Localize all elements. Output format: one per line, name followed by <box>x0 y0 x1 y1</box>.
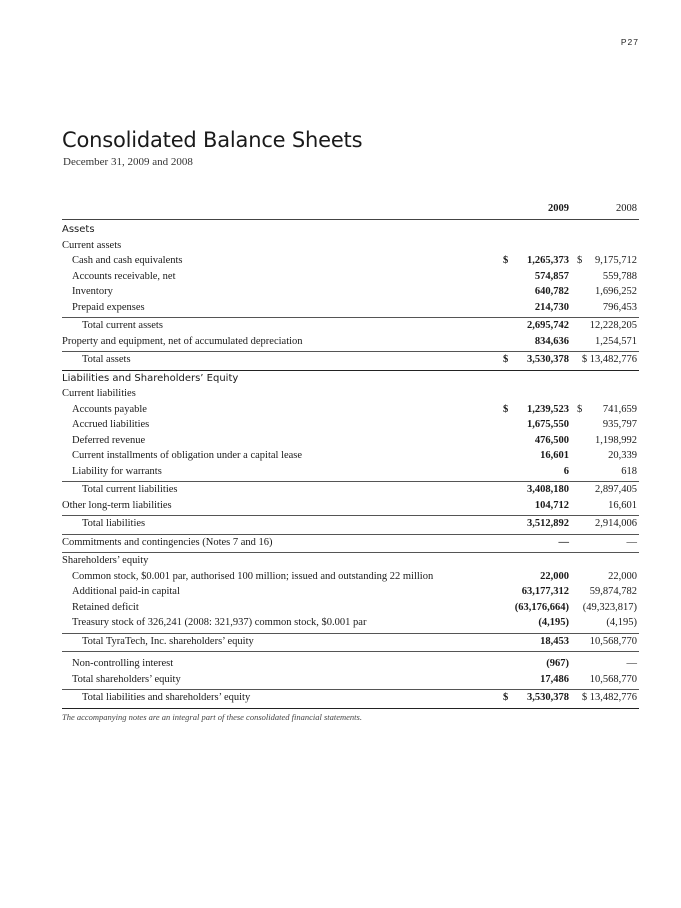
total-row: Total assets $ 3,530,378 $ 13,482,776 <box>82 354 637 365</box>
table-row: Accounts receivable, net 574,857 559,788 <box>72 270 637 282</box>
subtotal-row: Total TyraTech, Inc. shareholders’ equity 18,453 10,568,770 <box>82 635 637 647</box>
page-number: P27 <box>620 37 639 47</box>
column-header-row <box>62 203 639 220</box>
subtotal-row: Total liabilities 3,512,892 2,914,006 <box>82 518 637 529</box>
subtotal-row: Total current assets 2,695,742 12,228,205 <box>82 320 637 331</box>
table-row: Treasury stock of 326,241 (2008: 321,937) common stock, $0.001 par (4,195) (4,195) <box>72 617 637 628</box>
table-row: Cash and cash equivalents $ 1,265,373 $ 9,175,712 <box>72 255 637 266</box>
table-row: Prepaid expenses 214,730 796,453 <box>72 301 637 313</box>
column-header-2008: 2008 <box>616 203 637 214</box>
subheading-current-liabilities: Current liabilities <box>62 388 136 399</box>
table-row: Commitments and contingencies (Notes 7 and 16) — — <box>62 536 637 548</box>
page-title: Consolidated Balance Sheets <box>62 128 363 152</box>
column-header-2009: 2009 <box>548 203 569 214</box>
subheading-current-assets: Current assets <box>62 239 122 251</box>
subheading-shareholders-equity: Shareholders’ equity <box>62 555 149 566</box>
table-row: Other long-term liabilities 104,712 16,601 <box>62 499 637 511</box>
page-subtitle: December 31, 2009 and 2008 <box>63 156 193 168</box>
table-row: Deferred revenue 476,500 1,198,992 <box>72 434 637 446</box>
table-row: Liability for warrants 6 618 <box>72 465 637 477</box>
table-row: Inventory 640,782 1,696,252 <box>72 286 637 297</box>
table-row: Non-controlling interest (967) — <box>72 658 637 669</box>
table-row: Common stock, $0.001 par, authorised 100 million; issued and outstanding 22 million 22,000 22,000 <box>72 570 637 582</box>
subtotal-row: Total current liabilities 3,408,180 2,897,405 <box>82 484 637 495</box>
table-row: Additional paid-in capital 63,177,312 59,874,782 <box>72 586 637 597</box>
table-row: Total shareholders’ equity 17,486 10,568,770 <box>72 673 637 685</box>
table-row: Accounts payable $ 1,239,523 $ 741,659 <box>72 403 637 415</box>
table-row: Property and equipment, net of accumulated depreciation 834,636 1,254,571 <box>62 335 637 347</box>
table-row: Accrued liabilities 1,675,550 935,797 <box>72 419 637 430</box>
table-row: Retained deficit (63,176,664) (49,323,817) <box>72 601 637 613</box>
section-heading-liabilities: Liabilities and Shareholders’ Equity <box>62 372 239 384</box>
grand-total-row: Total liabilities and shareholders’ equity $ 3,530,378 $ 13,482,776 <box>82 692 637 703</box>
balance-sheet-table <box>62 203 639 709</box>
section-heading-assets: Assets <box>62 224 95 235</box>
table-row: Current installments of obligation under a capital lease 16,601 20,339 <box>72 450 637 461</box>
footnote: The accompanying notes are an integral part of these consolidated financial statements. <box>62 712 362 722</box>
